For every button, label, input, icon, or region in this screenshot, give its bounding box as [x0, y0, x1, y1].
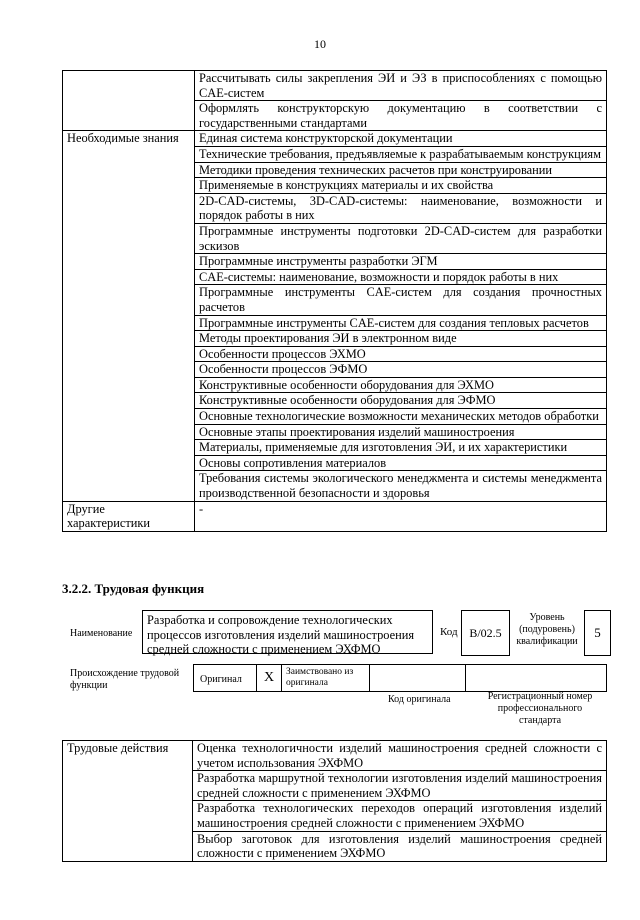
row-item: Оценка технологичности изделий машиностроения средней сложности с учетом использования ЭХФМО — [193, 741, 607, 771]
table-row — [63, 131, 607, 147]
row-item: Материалы, применяемые для изготовления ЭИ, и их характеристики — [195, 440, 607, 456]
row-item: Единая система конструкторской документации — [195, 131, 607, 147]
row-item: Особенности процессов ЭФМО — [195, 362, 607, 378]
function-name-box: Разработка и сопровождение технологических процессов изготовления изделий машиностроения средней сложности с применением ЭХФМО — [142, 610, 433, 654]
row-item: Выбор заготовок для изготовления изделий машиностроения средней сложности с применением ЭХФМО — [193, 831, 607, 861]
row-item: Разработка маршрутной технологии изготовления изделий машиностроения средней сложности с применением ЭХФМО — [193, 771, 607, 801]
reg-number-caption: Регистрационный номер профессионального стандарта — [487, 691, 593, 726]
row-item: Требования системы экологического менеджмента и системы менеджмента производственной безопасности и здоровья — [195, 471, 607, 501]
row-item: Методы проектирования ЭИ в электронном виде — [195, 331, 607, 347]
origin-label: Происхождение трудовой функции — [70, 668, 180, 691]
table-row — [63, 501, 607, 531]
table-row — [63, 71, 607, 101]
row-item: Основные технологические возможности механических методов обработки — [195, 409, 607, 425]
row-item: Особенности процессов ЭХМО — [195, 346, 607, 362]
page-number: 10 — [314, 37, 326, 51]
row-item: Конструктивные особенности оборудования для ЭФМО — [195, 393, 607, 409]
row-item: Программные инструменты подготовки 2D-CAD-систем для разработки эскизов — [195, 223, 607, 253]
row-item: Оформлять конструкторскую документацию в соответствии с государственными стандартами — [195, 101, 607, 131]
row-item: 2D-CAD-системы, 3D-CAD-системы: наименование, возможности и порядок работы в них — [195, 193, 607, 223]
row-item: Технические требования, предъявляемые к разрабатываемым конструкциям — [195, 146, 607, 162]
code-original-caption: Код оригинала — [388, 694, 451, 705]
reg-number-cell — [465, 664, 607, 692]
name-label: Наименование — [70, 628, 133, 639]
labor-actions-table — [62, 740, 607, 862]
borrowed-label: Заимствовано из оригинала — [286, 667, 354, 688]
row-item: Конструктивные особенности оборудования для ЭХМО — [195, 377, 607, 393]
code-label: Код — [440, 626, 458, 638]
function-code-box: B/02.5 — [461, 610, 510, 656]
row-item: Разработка технологических переходов операций изготовления изделий машиностроения средней сложности с применением ЭХФМО — [193, 801, 607, 831]
row-label: Трудовые действия — [63, 741, 193, 862]
row-item: Основные этапы проектирования изделий машиностроения — [195, 424, 607, 440]
row-item: Программные инструменты разработки ЭГМ — [195, 254, 607, 270]
row-item: Основы сопротивления материалов — [195, 455, 607, 471]
row-item: Методики проведения технических расчетов при конструировании — [195, 162, 607, 178]
section-title: 3.2.2. Трудовая функция — [62, 581, 205, 596]
level-label: Уровень (подуровень) квалификации — [516, 612, 578, 647]
origin-row — [193, 664, 607, 692]
knowledge-table — [62, 70, 607, 532]
row-item: CAE-системы: наименование, возможности и порядок работы в них — [195, 269, 607, 285]
row-item: - — [195, 501, 607, 531]
code-original-cell — [369, 664, 466, 692]
original-cell — [193, 664, 257, 692]
row-item: Рассчитывать силы закрепления ЭИ и ЭЗ в приспособлениях с помощью CAE-систем — [195, 71, 607, 101]
level-value-box: 5 — [584, 610, 611, 656]
original-mark-cell — [256, 664, 282, 692]
row-label: Необходимые знания — [63, 131, 195, 501]
row-item: Применяемые в конструкциях материалы и их свойства — [195, 178, 607, 194]
original-mark: X — [263, 670, 275, 685]
borrowed-cell — [281, 664, 370, 692]
table-row — [63, 741, 607, 771]
row-label: Другие характеристики — [63, 501, 195, 531]
row-label — [63, 71, 195, 131]
row-item: Программные инструменты CAE-систем для создания прочностных расчетов — [195, 285, 607, 315]
original-label: Оригинал — [200, 674, 242, 685]
row-item: Программные инструменты CAE-систем для создания тепловых расчетов — [195, 315, 607, 331]
